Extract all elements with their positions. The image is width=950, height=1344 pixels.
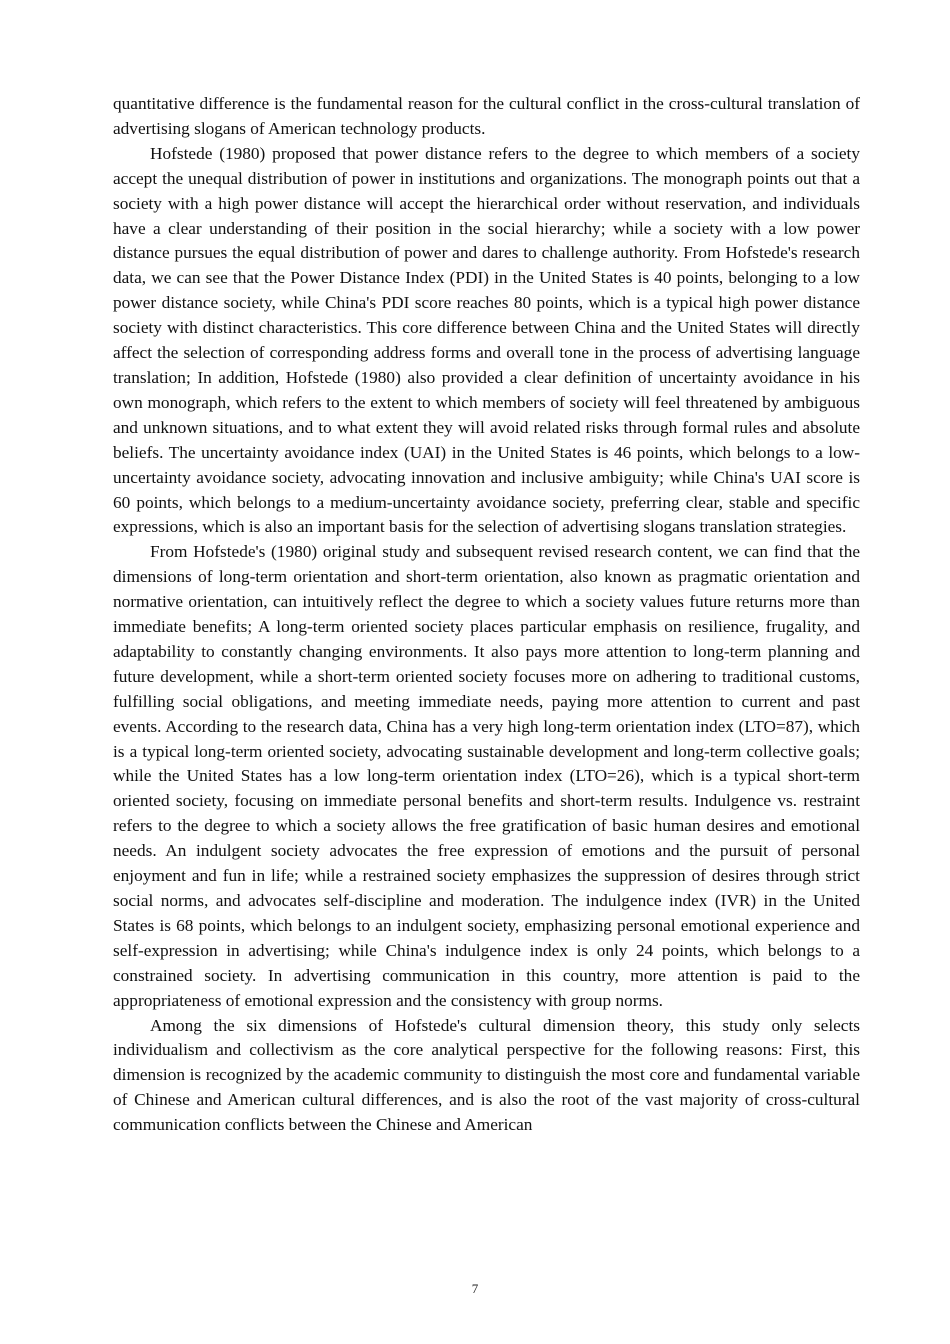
- paragraph-long-term-orientation: From Hofstede's (1980) original study and subsequent revised research content, we can find that the dimensions of long-term orientation and short-term orientation, also known as pragmatic orientation and normative orientation, can intuitively reflect the degree to which a society values future returns more than immediate benefits; A long-term oriented society places particular emphasis on resilience, frugality, and adaptability to constantly changing environments. It also pays more attention to long-term planning and future development, while a short-term oriented society focuses more on adhering to traditional customs, fulfilling social obligations, and meeting immediate needs, paying more attention to current and past events. According to the research data, China has a very high long-term orientation index (LTO=87), which is a typical long-term oriented society, advocating sustainable development and long-term collective goals; while the United States has a low long-term orientation index (LTO=26), which is a typical short-term oriented society, focusing on immediate personal benefits and short-term results. Indulgence vs. restraint refers to the degree to which a society allows the free gratification of basic human desires and emotional needs. An indulgent society advocates the free expression of emotions and the pursuit of personal enjoyment and fun in life; while a restrained society emphasizes the suppression of desires through strict social norms, and advocates self-discipline and moderation. The indulgence index (IVR) in the United States is 68 points, which belongs to an indulgent society, emphasizing personal emotional experience and self-expression in advertising; while China's indulgence index is only 24 points, which belongs to a constrained society. In advertising communication in this country, more attention is paid to the appropriateness of emotional expression and the consistency with group norms.: [113, 542, 860, 1010]
- paragraph-continuation: quantitative difference is the fundamental reason for the cultural conflict in the cross-cultural translation of advertising slogans of American technology products.: [113, 94, 860, 138]
- document-body: [113, 92, 860, 1138]
- paragraph-power-distance: Hofstede (1980) proposed that power distance refers to the degree to which members of a society accept the unequal distribution of power in institutions and organizations. The monograph points out that a society with a high power distance will accept the hierarchical order without reservation, and individuals have a clear understanding of their position in the social hierarchy; while a society with a low power distance pursues the equal distribution of power and dares to challenge authority. From Hofstede's research data, we can see that the Power Distance Index (PDI) in the United States is 40 points, belonging to a low power distance society, while China's PDI score reaches 80 points, which is a typical high power distance society with distinct characteristics. This core difference between China and the United States will directly affect the selection of corresponding address forms and overall tone in the process of advertising language translation; In addition, Hofstede (1980) also provided a clear definition of uncertainty avoidance in his own monograph, which refers to the extent to which members of society will feel threatened by ambiguous and unknown situations, and to what extent they will avoid related risks through formal rules and absolute beliefs. The uncertainty avoidance index (UAI) in the United States is 46 points, which belongs to a low-uncertainty avoidance society, advocating innovation and inclusive ambiguity; while China's UAI score is 60 points, which belongs to a medium-uncertainty avoidance society, preferring clear, stable and specific expressions, which is also an important basis for the selection of advertising slogans translation strategies.: [113, 143, 860, 537]
- paragraph-dimension-selection: Among the six dimensions of Hofstede's cultural dimension theory, this study only selects individualism and collectivism as the core analytical perspective for the following reasons: First, this dimension is recognized by the academic community to distinguish the most core and fundamental variable of Chinese and American cultural differences, and is also the root of the vast majority of cross-cultural communication conflicts between the Chinese and American: [113, 1015, 860, 1135]
- page-number: 7: [471, 1281, 479, 1296]
